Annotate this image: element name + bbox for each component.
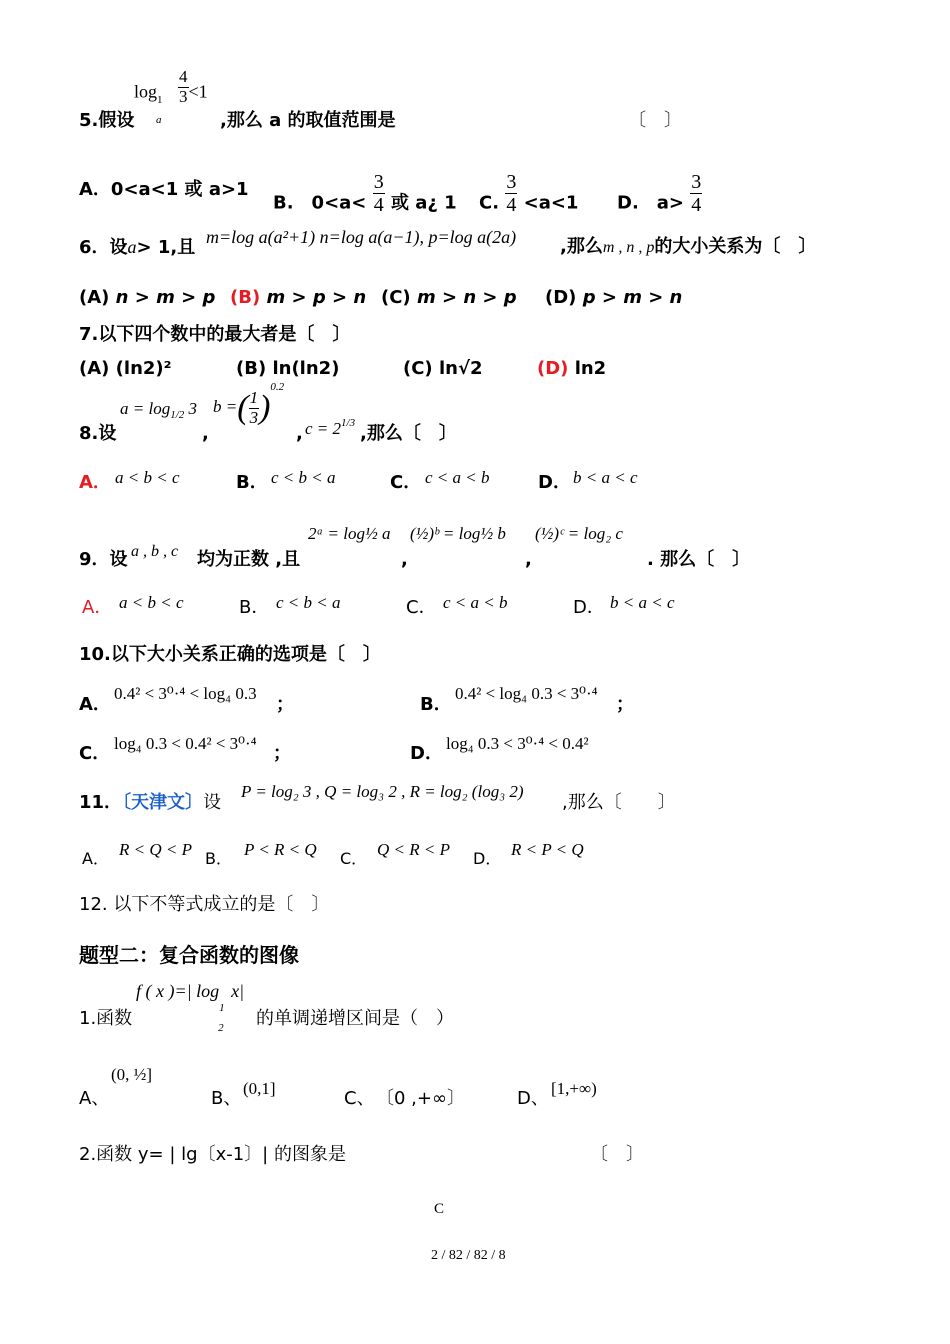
- section-title: 题型二：复合函数的图像: [79, 943, 299, 967]
- q7-option-c: (C) ln√2: [403, 358, 483, 379]
- q8-comma-1: ,: [202, 423, 209, 444]
- s2q2-stem: 2.函数 y= | lg〔x-1〕| 的图象是: [79, 1144, 346, 1165]
- q5-text: ,那么 a 的取值范围是: [220, 110, 396, 131]
- q6-tail: ,那么m , n , p的大小关系为〔 〕: [560, 236, 817, 257]
- q9-comma-1: ,: [401, 549, 408, 570]
- q10-option-c: log₄ 0.3 < 0.4² < 3⁰·⁴: [114, 734, 257, 753]
- q9-tail: . 那么〔 〕: [647, 549, 751, 570]
- s2q1-option-c: 〔0 ,+∞〕: [376, 1088, 465, 1109]
- s2q1-option-c-key: C、: [344, 1088, 375, 1109]
- q9-vars: a , b , c: [131, 543, 179, 560]
- s2q1-formula: f ( x )=| log 1 2 x|: [136, 981, 245, 1034]
- q8-option-c-key: C．: [390, 472, 422, 493]
- q10-option-d: log₄ 0.3 < 3⁰·⁴ < 0.4²: [446, 734, 589, 753]
- q8-tail: ,那么〔 〕: [360, 423, 457, 444]
- q8-option-a: a < b < c: [115, 468, 180, 487]
- q8-c-def: $c = 2^{1/3}$: [305, 417, 356, 438]
- q5-option-c: C. $\frac{3}{4}$ <a<1: [479, 171, 579, 216]
- q11-tail: ,那么〔 〕: [562, 792, 676, 813]
- s2q1-option-d: [1,+∞): [551, 1079, 597, 1098]
- q8-option-a-key: A．: [79, 472, 111, 493]
- q10-option-a-key: A．: [79, 694, 111, 715]
- q6-formula: m=log a(a²+1) n=log a(a−1), p=log a(2a): [206, 227, 517, 247]
- q6-option-c: (C) m > n > p: [381, 287, 517, 308]
- q9-option-c-key: C．: [406, 597, 437, 618]
- q10-option-b-sep: ；: [616, 694, 634, 715]
- q10-option-a: 0.4² < 3⁰·⁴ < log₄ 0.3: [114, 684, 257, 703]
- q11-label: 11．〔天津文〕设: [79, 792, 222, 813]
- q5-option-a: A．0<a<1 或 a>1: [79, 179, 249, 200]
- q11-option-a-key: A．: [82, 849, 109, 868]
- q8-b-def: b =( $\frac{1}{3}$ )$^{0.2}$: [213, 381, 285, 427]
- q5-option-d: D. a> $\frac{3}{4}$: [617, 171, 702, 216]
- q10-option-c-sep: ；: [273, 743, 291, 764]
- s2q1-option-b: (0,1]: [243, 1079, 276, 1098]
- q9-option-b-key: B．: [239, 597, 270, 618]
- s2q1-option-a: (0, ½]: [111, 1065, 153, 1084]
- q9-option-c: c < a < b: [443, 593, 508, 612]
- q10-option-b-key: B．: [420, 694, 452, 715]
- s2q2-answer-blank: 〔 〕: [590, 1144, 644, 1165]
- q11-option-b-key: B．: [205, 849, 232, 868]
- q8-comma-2: ,: [296, 423, 303, 444]
- q12-stem: 12. 以下不等式成立的是〔 〕: [79, 894, 330, 915]
- s2q1-option-b-key: B、: [211, 1088, 242, 1109]
- q6-option-a: (A) n > m > p: [79, 287, 216, 308]
- s2q1-label: 1.函数: [79, 1008, 133, 1029]
- q11-option-c: Q < R < P: [377, 840, 450, 859]
- q8-label: 8.设: [79, 423, 117, 444]
- q9-option-a: a < b < c: [119, 593, 184, 612]
- q9-option-b: c < b < a: [276, 593, 341, 612]
- s2q1-option-d-key: D、: [517, 1088, 549, 1109]
- q9-option-a-key: A．: [82, 597, 113, 618]
- q6-stem: 6．设a> 1,且: [79, 237, 196, 258]
- q10-stem: 10.以下大小关系正确的选项是〔 〕: [79, 644, 381, 665]
- q8-option-d: b < a < c: [573, 468, 638, 487]
- q10-option-c-key: C．: [79, 743, 111, 764]
- q9-mid: 均为正数 ,且: [197, 549, 301, 570]
- q11-option-b: P < R < Q: [244, 840, 317, 859]
- s2q1-tail: 的单调递增区间是（ ）: [256, 1008, 454, 1029]
- page-footer: 2 / 82 / 82 / 8: [431, 1248, 506, 1263]
- q5-label: 5.假设: [79, 110, 135, 131]
- q11-source: 〔天津文〕: [122, 792, 204, 813]
- q7-stem: 7.以下四个数中的最大者是〔 〕: [79, 324, 351, 345]
- q7-option-a: (A) (ln2)²: [79, 358, 172, 379]
- q11-option-a: R < Q < P: [119, 840, 192, 859]
- q9-eq-3: (½)ᶜ = log₂ c: [535, 524, 623, 543]
- q5-answer-blank: 〔 〕: [628, 110, 682, 131]
- q9-label: 9．设: [79, 549, 128, 570]
- answer-mark: C: [434, 1201, 445, 1217]
- q10-option-d-key: D．: [410, 743, 443, 764]
- q8-option-b-key: B．: [236, 472, 268, 493]
- q11-option-d-key: D．: [473, 849, 502, 868]
- q7-option-b: (B) ln(ln2): [236, 358, 340, 379]
- q9-option-d-key: D．: [573, 597, 605, 618]
- q6-option-d: (D) p > m > n: [545, 287, 683, 308]
- q9-eq-1: 2ᵃ = log½ a: [308, 524, 391, 543]
- q9-eq-2: (½)ᵇ = log½ b: [410, 524, 506, 543]
- q10-option-b: 0.4² < log₄ 0.3 < 3⁰·⁴: [455, 684, 598, 703]
- q5-formula: log 1 a $\frac{4}{3}$ <1: [134, 67, 208, 127]
- q7-option-d: (D) ln2: [537, 358, 607, 379]
- q8-a-def: $a = \log_{1/2} 3$: [120, 399, 198, 421]
- q10-option-a-sep: ；: [276, 694, 294, 715]
- q11-defs: P = log₂ 3 , Q = log₃ 2 , R = log₂ (log₃ 2): [241, 782, 524, 801]
- q11-option-c-key: C．: [340, 849, 368, 868]
- q11-option-d: R < P < Q: [511, 840, 584, 859]
- q8-option-c: c < a < b: [425, 468, 490, 487]
- q9-option-d: b < a < c: [610, 593, 675, 612]
- q8-option-b: c < b < a: [271, 468, 336, 487]
- q6-option-b: (B) m > p > n: [230, 287, 367, 308]
- q9-comma-2: ,: [525, 549, 532, 570]
- s2q1-option-a-key: A、: [79, 1088, 110, 1109]
- q8-option-d-key: D．: [538, 472, 571, 493]
- q5-option-b: B. 0<a< $\frac{3}{4}$ 或 a¿ 1: [273, 171, 457, 216]
